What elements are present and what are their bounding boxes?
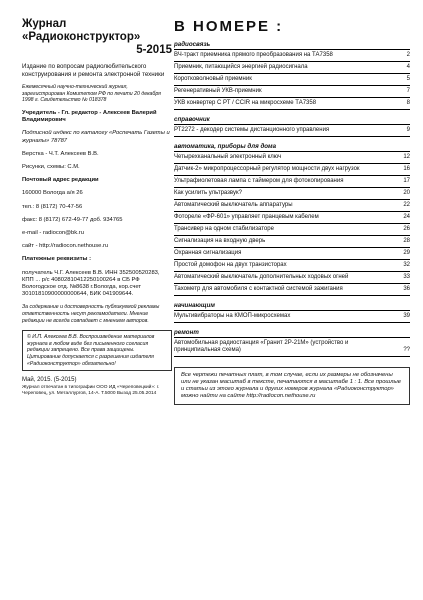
contents-item[interactable] [174, 338, 410, 357]
contents-item-title: Датчик-2» микропроцессорный регулятор мощности двух нагрузок [174, 166, 360, 172]
registration-text: Ежемесячный научно-технический журнал, зарегистрирован Комитетом РФ по печати 20 декабря 1998 г. Свидетельство № 018378 [22, 84, 161, 104]
contents-item-page: 20 [403, 190, 410, 196]
contents-item-page: 36 [403, 286, 410, 292]
contents-item-title: Приемник, питающийся энергией радиосигнала [174, 64, 308, 70]
email-row [22, 230, 172, 237]
contents-item-title: Коротковолновый приемник [174, 76, 252, 82]
contents-item-page: 26 [403, 226, 410, 232]
contents-item-title: Регенеративный УКВ-приемник [174, 88, 262, 94]
contents-item-page: 32 [403, 262, 410, 268]
contents-item-title: ВЧ-тракт приемника прямого преобразования на ТА7358 [174, 52, 333, 58]
contents-item[interactable] [174, 284, 410, 296]
contents-item-page: 29 [403, 250, 410, 256]
magazine-info-column [22, 18, 172, 397]
layout-text: Верстка - Ч.Т. Алексеев В.В. [22, 150, 99, 157]
contents-item[interactable] [174, 98, 410, 110]
subscription-text: Подписной индекс по каталогу «Роспечать Газеты и журналы» 78787 [22, 130, 170, 144]
layout-text-2: Рисунки, схемы: С.М. [22, 163, 80, 170]
contents-item-title: Тахометр для автомобиля с контактной системой зажигания [174, 286, 343, 292]
contents-item-page: 28 [403, 238, 410, 244]
contents-item[interactable] [174, 260, 410, 272]
contents-item[interactable] [174, 311, 410, 323]
contents-item-title: Простой домофон на двух транзисторах [174, 262, 287, 268]
contents-item-page: 12 [403, 154, 410, 160]
contents-item-page: 16 [403, 166, 410, 172]
contents-item-title: Как усилить ультразвук? [174, 190, 242, 196]
website[interactable]: сайт - http://radiocon.nethouse.ru [22, 243, 109, 250]
issue-number: 5-2015 [136, 44, 172, 56]
contents-item[interactable] [174, 224, 410, 236]
contents-item-page: 33 [403, 274, 410, 280]
contents-item-page: 9 [406, 127, 410, 133]
contents-item[interactable] [174, 164, 410, 176]
contents-header: В НОМЕРЕ : [174, 18, 284, 35]
contents-item[interactable] [174, 248, 410, 260]
contents-column [174, 18, 410, 405]
contents-item-title: Трансивер на одном стабилизаторе [174, 226, 274, 232]
contents-item-title: Автоматический выключатель дополнительных ходовых огней [174, 274, 349, 280]
contents-item-page: ?? [403, 347, 410, 353]
founder-line: Учредитель - Гл. редактор - Алексеев Валерий Владимирович [22, 109, 157, 124]
contents-item-page: 24 [403, 214, 410, 220]
contents-category: радиосвязь [174, 41, 410, 50]
contents-item[interactable] [174, 152, 410, 164]
contents-item[interactable] [174, 74, 410, 86]
contents-category: ремонт [174, 329, 410, 338]
contents-item[interactable] [174, 272, 410, 284]
contents-item[interactable] [174, 200, 410, 212]
notice-box: Все чертежи печатных плат, в том случае, если их размеры не обозначены или не указан масштаб в тексте, печатаются в масштабе 1 : 1. Все прошлые и статьи из этого журнала и других номеров журнала «Радиоконструктор» можно найти на сайте http://radiocon.nethouse.ru [174, 367, 410, 405]
contents-item[interactable] [174, 236, 410, 248]
printing-info: Журнал отпечатан в типографии ООО ИД «Череповецкий»: г. Череповец, ул. Металлургов, 14-А. Т.5000 Вызод 25.05.2014 [22, 385, 160, 397]
magazine-title: Журнал «Радиоконструктор» [22, 18, 141, 43]
fax: факс: 8 (8172) 672-49-77 доб. 934765 [22, 216, 123, 223]
payment-title: Платежные реквизиты : [22, 256, 92, 263]
payment-details: получатель Ч.Г. Алексеев В.В. ИНН 352500520283, КПП ... р/с 40802810412250100264 в СБ РФ Вологодское отд. №8638 г.Вологда, кор.счет 30101810900000000644, БИК 041909644. [22, 269, 160, 298]
contents-item-title: Автомобильная радиостанция «Гранит 2Р-21М» (устройство и принципиальная схема) [174, 340, 349, 353]
contents-item[interactable] [174, 50, 410, 62]
contents-item-page: 17 [403, 178, 410, 184]
contents-item-title: Автоматический выключатель аппаратуры [174, 202, 293, 208]
contents-item-page: 7 [406, 88, 410, 94]
footer-date: Май, 2015. (5-2015) [22, 377, 77, 384]
contents-item-title: Мультивибраторы на КМОП-микросхемах [174, 313, 291, 319]
address-title: Почтовый адрес редакции [22, 177, 99, 184]
postal-address: 160000 Вологда а/я 26 [22, 190, 83, 197]
issue-number-row [22, 44, 172, 57]
contents-item-page: 5 [406, 76, 410, 82]
email-label: e-mail - [22, 230, 43, 236]
contents-item-page: 8 [406, 100, 410, 106]
contents-item-title: Фотореле «ФР-601» управляет пранцевым кабелем [174, 214, 319, 220]
contents-item-title: Сигнализация на входную дверь [174, 238, 266, 244]
editorial-note: За содержание и достоверность публикуемой рекламы ответственность несут рекламодатели. Мнение редакции не всегда совпадает с мнением авторов. [22, 304, 160, 324]
contents-item-page: 39 [403, 313, 410, 319]
contents-item[interactable] [174, 212, 410, 224]
contents-item-title: Ультрафиолетовая лампа с таймером для фотокопирования [174, 178, 344, 184]
contents-item[interactable] [174, 125, 410, 137]
contents-category: начинающим [174, 302, 410, 311]
contents-item[interactable] [174, 86, 410, 98]
email-link[interactable]: radiocon@bk.ru [42, 230, 84, 236]
copyright-box: © И.П. Алексеев В.В. Воспроизведение материалов журнала в любом виде без письменного согласия редакции запрещено. Все права защищены. Цитирование допускается с разрешения издателя «Радиоконструктор» обязательно! [22, 330, 172, 371]
contents-category: автоматика, приборы для дома [174, 143, 410, 152]
contents-item-title: РТ2272 - декодер системы дистанционного управления [174, 127, 330, 133]
telephone: тел.: 8 (8172) 70-47-56 [22, 203, 83, 210]
contents-item[interactable] [174, 176, 410, 188]
contents-item-title: Четырехканальный электронный ключ [174, 154, 282, 160]
contents-item[interactable] [174, 62, 410, 74]
contents-item-title: Охранная сигнализация [174, 250, 242, 256]
publisher-info: Издание по вопросам радиолюбительского конструирования и ремонта электронной техники [22, 63, 165, 78]
contents-item-page: 2 [406, 52, 410, 58]
contents-item[interactable] [174, 188, 410, 200]
contents-list [174, 41, 410, 357]
contents-category: справочник [174, 116, 410, 125]
contents-item-page: 4 [406, 64, 410, 70]
contents-item-title: УКВ конвертер С РТ / ССIR на микросхеме ТА7358 [174, 100, 317, 106]
contents-item-page: 22 [403, 202, 410, 208]
